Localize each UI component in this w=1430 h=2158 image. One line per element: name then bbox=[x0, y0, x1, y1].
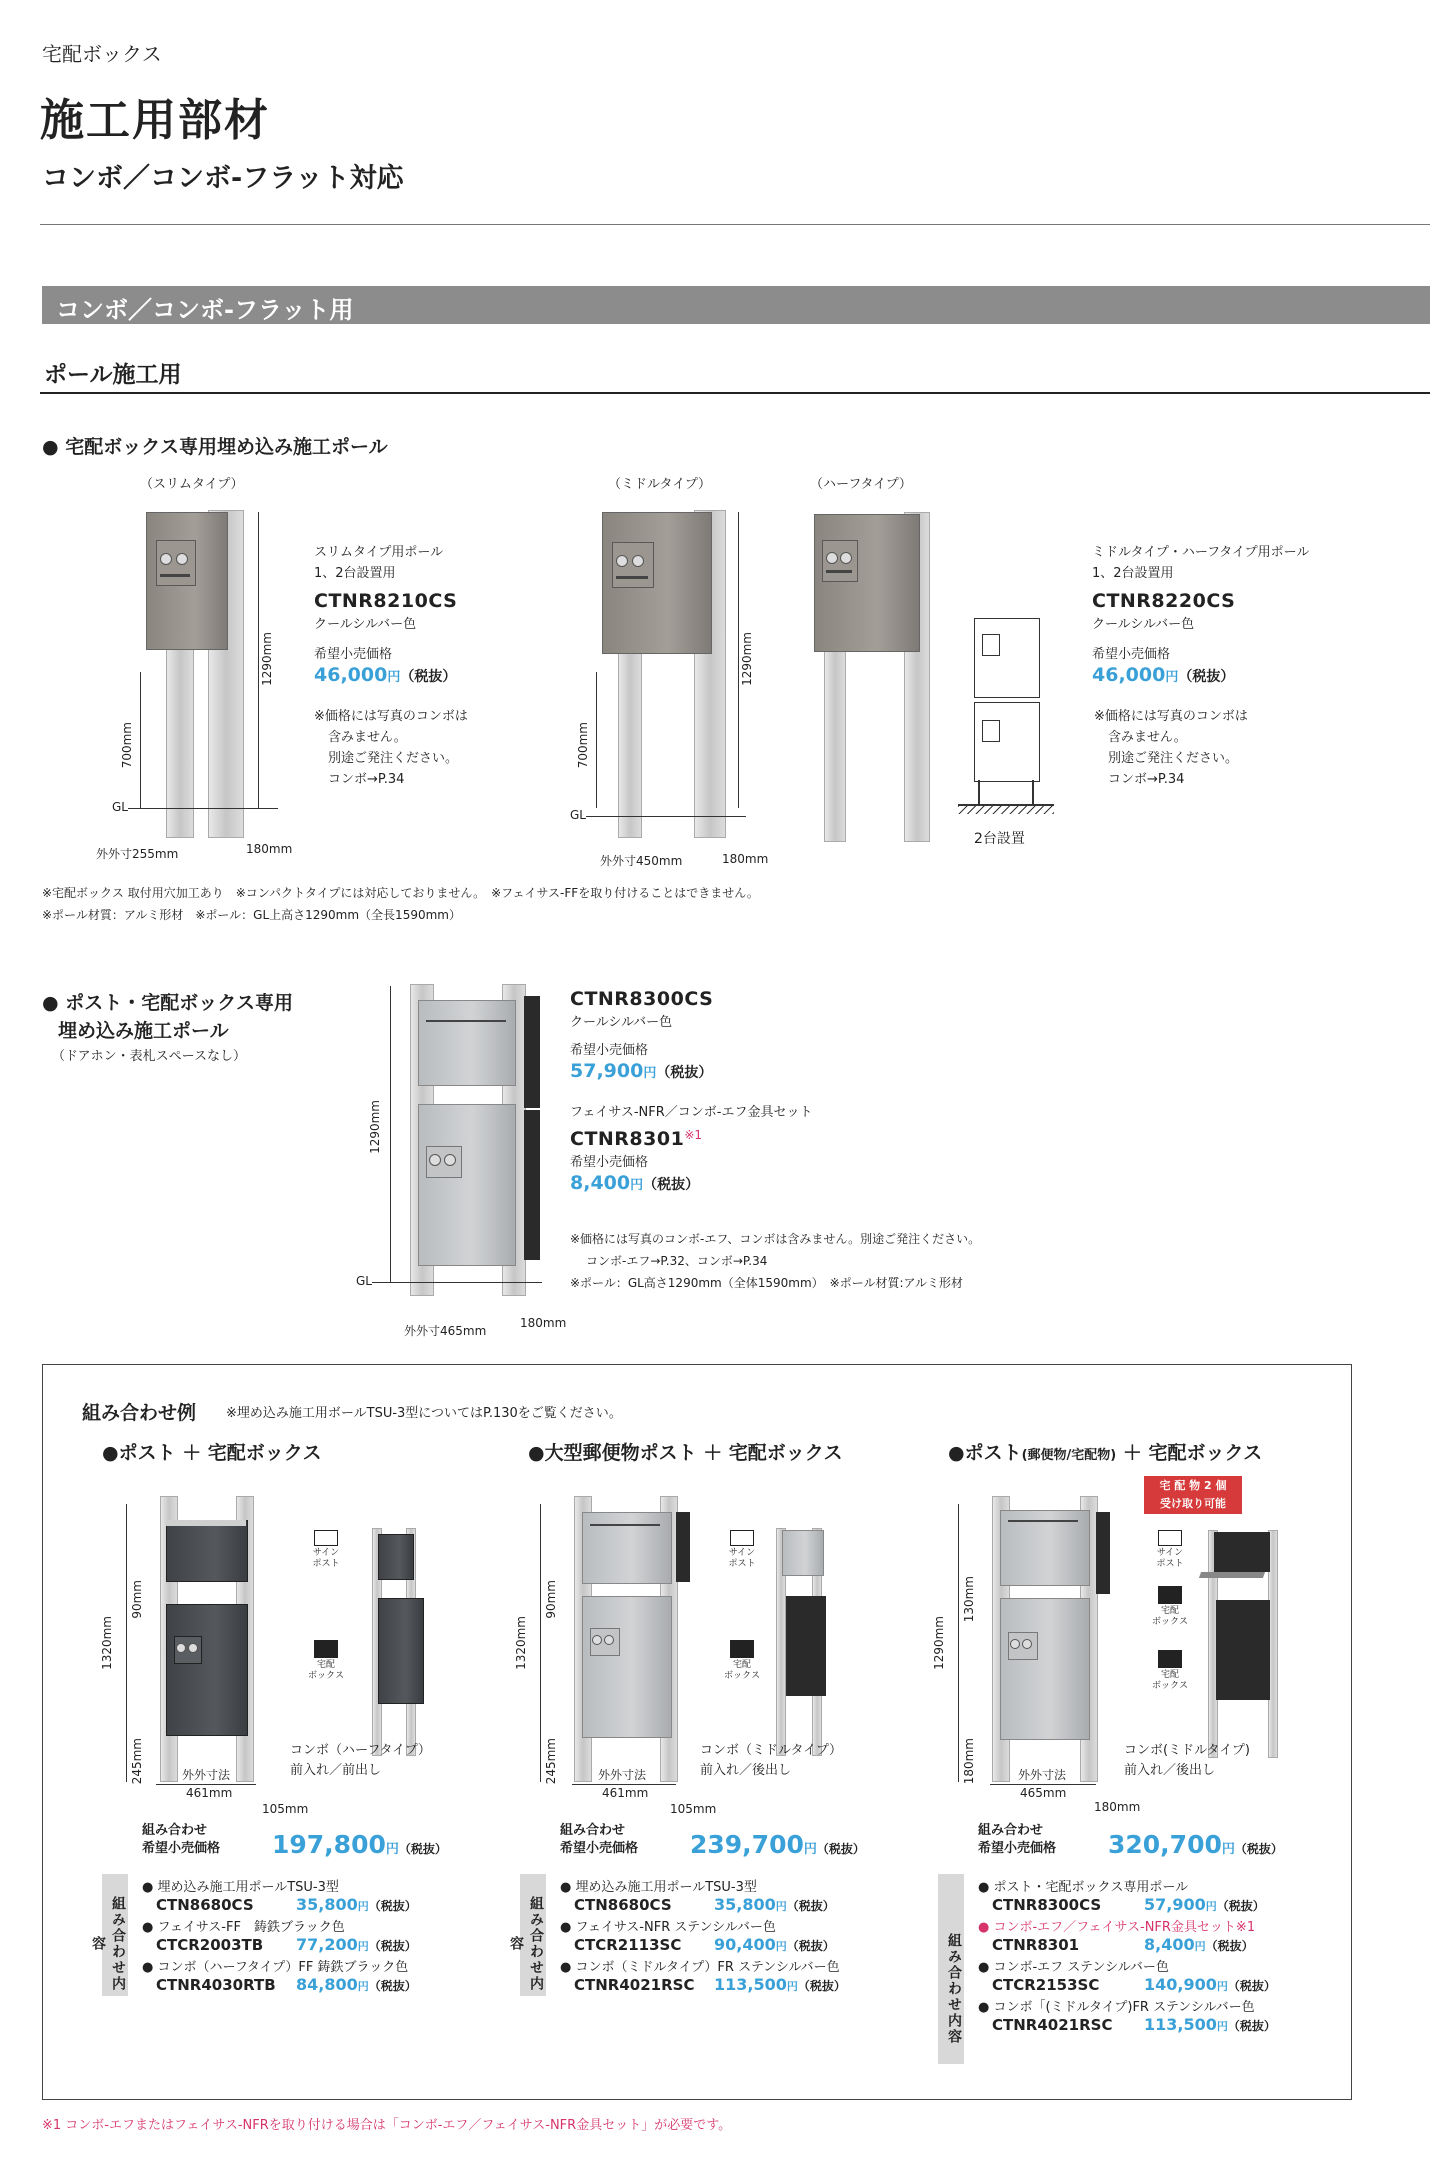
block2-model2-line bbox=[570, 1128, 702, 1150]
c3-total-yen: 円 bbox=[1221, 1842, 1235, 1857]
c2-total-value: 239,700 bbox=[690, 1830, 804, 1859]
block2-dim-180: 180mm bbox=[520, 1316, 567, 1330]
c3-item4 bbox=[978, 1996, 1276, 2015]
prod1-desc2: 1、2台設置用 bbox=[314, 566, 396, 581]
block1-footnote1: ※宅配ボックス 取付用穴加工あり ※コンパクトタイプには対応しておりません。 ※フェイサス-FFを取り付けることはできません。 bbox=[42, 886, 759, 900]
c3-item1-yen: 円 bbox=[1205, 1900, 1217, 1913]
combo-title-note: ※埋め込み施工用ボールTSU-3型についてはP.130をご覧ください。 bbox=[226, 1406, 622, 1421]
c2-item2-line bbox=[560, 1935, 846, 1954]
c2-item3-model: CTNR4021RSC bbox=[574, 1976, 695, 1994]
c1-item1-model: CTN8680CS bbox=[156, 1896, 254, 1914]
c3-sign-post-label: サイン ポスト bbox=[1156, 1548, 1184, 1569]
category-label: 宅配ボックス bbox=[42, 42, 162, 66]
prod2-price-value: 46,000 bbox=[1092, 664, 1166, 686]
c3-sign-post-icon bbox=[1150, 1530, 1190, 1570]
c3-item2-price: 8,400 bbox=[1144, 1935, 1195, 1954]
c3-item4-name: ● コンボ「(ミドルタイプ)FR ステンシルバー色 bbox=[978, 2000, 1255, 2015]
block2-heading3: （ドアホン・表札スペースなし） bbox=[52, 1049, 246, 1064]
c3-item2-line bbox=[978, 1935, 1276, 1954]
type-slim-label: （スリムタイプ） bbox=[140, 477, 244, 492]
c3-dim-180v: 180mm bbox=[962, 1738, 976, 1785]
block1-heading: ● 宅配ボックス専用埋め込み施工ポール bbox=[42, 436, 388, 458]
c3-item3-yen: 円 bbox=[1216, 1980, 1228, 1993]
c1-item2-yen: 円 bbox=[357, 1940, 369, 1953]
c2-item1-name: ● 埋め込み施工用ポールTSU-3型 bbox=[560, 1880, 757, 1895]
block2-model1: CTNR8300CS bbox=[570, 988, 714, 1010]
c1-dim-90: 90mm bbox=[130, 1580, 144, 1619]
c2-heading: ●大型郵便物ポスト ＋ 宅配ボックス bbox=[528, 1442, 843, 1464]
c3-item1-tax: （税抜） bbox=[1216, 1899, 1265, 1913]
c3-heading bbox=[948, 1438, 1262, 1465]
c3-item4-line bbox=[978, 2015, 1276, 2034]
type-half-label: （ハーフタイプ） bbox=[810, 477, 912, 492]
c2-combo-name: コンボ（ミドルタイプ） bbox=[700, 1743, 842, 1758]
c3-dim-130: 130mm bbox=[962, 1576, 976, 1623]
prod1-note3: 別途ご発注ください。 bbox=[328, 751, 459, 766]
c3-item1-price: 57,900 bbox=[1144, 1895, 1206, 1914]
block2-dim-1290: 1290mm bbox=[368, 1100, 382, 1154]
c3-items bbox=[978, 1876, 1276, 2034]
c1-total-yen: 円 bbox=[385, 1842, 399, 1857]
prod2-note4: コンボ→P.34 bbox=[1108, 772, 1185, 787]
c2-dim-1320: 1320mm bbox=[514, 1616, 528, 1670]
c1-item3-tax: （税抜） bbox=[368, 1979, 417, 1993]
c1-outer2: 461mm bbox=[186, 1786, 233, 1800]
prod2-color: クールシルバー色 bbox=[1092, 617, 1195, 632]
prod2-note2: 含みません。 bbox=[1108, 730, 1187, 745]
c3-price-label1: 組み合わせ bbox=[978, 1823, 1044, 1838]
c1-item1-yen: 円 bbox=[357, 1900, 369, 1913]
c1-items bbox=[142, 1876, 417, 1994]
c1-item1-name: ● 埋め込み施工用ポールTSU-3型 bbox=[142, 1880, 339, 1895]
c3-item2-tax: （税抜） bbox=[1205, 1939, 1254, 1953]
c2-item2-name: ● フェイサス-NFR ステンシルバー色 bbox=[560, 1920, 776, 1935]
c1-dim-245: 245mm bbox=[130, 1738, 144, 1785]
prod2-yen: 円 bbox=[1165, 670, 1179, 685]
middle-dim-1290: 1290mm bbox=[740, 632, 754, 686]
c2-item3-tax: （税抜） bbox=[797, 1979, 846, 1993]
block2-price-label1: 希望小売価格 bbox=[570, 1043, 649, 1058]
prod1-desc bbox=[314, 542, 443, 584]
c3-item1-model: CTNR8300CS bbox=[992, 1896, 1102, 1914]
block2-outer-465: 外外寸465mm bbox=[404, 1324, 487, 1338]
prod1-model: CTNR8210CS bbox=[314, 590, 458, 612]
c3-price-label bbox=[978, 1822, 1056, 1858]
c2-items bbox=[560, 1876, 846, 1994]
c3-dim-1290: 1290mm bbox=[932, 1616, 946, 1670]
c3-heading-main: ●ポスト bbox=[948, 1442, 1022, 1464]
prod1-yen: 円 bbox=[387, 670, 401, 685]
c2-item1-model: CTN8680CS bbox=[574, 1896, 672, 1914]
c2-item2-model: CTCR2113SC bbox=[574, 1936, 682, 1954]
prod2-desc bbox=[1092, 542, 1309, 584]
prod1-tax: （税抜） bbox=[400, 669, 457, 685]
page-title: 施工用部材 bbox=[40, 95, 270, 146]
c1-item2-line bbox=[142, 1935, 417, 1954]
c1-price-label2: 希望小売価格 bbox=[142, 1841, 221, 1856]
c1-item2-name: ● フェイサス-FF 鋳鉄ブラック色 bbox=[142, 1920, 345, 1935]
c2-combo-desc: 前入れ／後出し bbox=[700, 1763, 792, 1778]
prod1-price-label: 希望小売価格 bbox=[314, 647, 393, 662]
two-units-label: 2台設置 bbox=[974, 831, 1025, 847]
prod2-tax: （税抜） bbox=[1178, 669, 1235, 685]
block2-yen2: 円 bbox=[630, 1178, 644, 1193]
prod1-note4: コンボ→P.34 bbox=[328, 772, 405, 787]
c2-sign-post-icon bbox=[722, 1530, 762, 1570]
c1-item1-price: 35,800 bbox=[296, 1895, 358, 1914]
c3-item3-line bbox=[978, 1975, 1276, 1994]
c2-delivery-box-label: 宅配 ボックス bbox=[724, 1660, 760, 1681]
c3-heading-small: (郵便物/宅配物) bbox=[1021, 1448, 1117, 1463]
c2-item1-yen: 円 bbox=[775, 1900, 787, 1913]
c2-price-label2: 希望小売価格 bbox=[560, 1841, 639, 1856]
c2-dim-245: 245mm bbox=[544, 1738, 558, 1785]
middle-dim-180: 180mm bbox=[722, 852, 769, 866]
c2-item3-yen: 円 bbox=[786, 1980, 798, 1993]
c3-item4-tax: （税抜） bbox=[1227, 2019, 1276, 2033]
c3-outer2: 465mm bbox=[1020, 1786, 1067, 1800]
c3-delivery-box-label-2: 宅配 ボックス bbox=[1152, 1670, 1188, 1691]
c2-total-yen: 円 bbox=[803, 1842, 817, 1857]
c1-total bbox=[272, 1830, 447, 1859]
block2-price-label2: 希望小売価格 bbox=[570, 1155, 649, 1170]
c1-item3 bbox=[142, 1956, 417, 1975]
c2-item1-price: 35,800 bbox=[714, 1895, 776, 1914]
middle-gl: GL bbox=[570, 808, 586, 822]
prod2-desc1: ミドルタイプ・ハーフタイプ用ポール bbox=[1092, 545, 1310, 560]
block2-price1-value: 57,900 bbox=[570, 1060, 644, 1082]
c2-item3-line bbox=[560, 1975, 846, 1994]
c1-item3-line bbox=[142, 1975, 417, 1994]
prod1-price bbox=[314, 664, 456, 686]
prod2-price-label: 希望小売価格 bbox=[1092, 647, 1171, 662]
c2-item1 bbox=[560, 1876, 846, 1895]
prod2-desc2: 1、2台設置用 bbox=[1092, 566, 1174, 581]
c3-item1-name: ● ポスト・宅配ボックス専用ポール bbox=[978, 1880, 1189, 1895]
c2-item2-tax: （税抜） bbox=[786, 1939, 835, 1953]
prod1-note1: ※価格には写真のコンボは bbox=[314, 709, 468, 724]
c3-total bbox=[1108, 1830, 1283, 1859]
c2-item1-tax: （税抜） bbox=[786, 1899, 835, 1913]
prod2-notes bbox=[1094, 706, 1248, 790]
c1-item3-price: 84,800 bbox=[296, 1975, 358, 1994]
block1-footnote2: ※ポール材質：アルミ形材 ※ポール：GL上高さ1290mm（全長1590mm） bbox=[42, 908, 461, 922]
prod2-note3: 別途ご発注ください。 bbox=[1108, 751, 1239, 766]
slim-gl: GL bbox=[112, 800, 128, 814]
c1-item1 bbox=[142, 1876, 417, 1895]
c1-item2-model: CTCR2003TB bbox=[156, 1936, 264, 1954]
c2-total bbox=[690, 1830, 865, 1859]
c2-item1-line bbox=[560, 1895, 846, 1914]
block2-note2: コンボ-エフ→P.32、コンボ→P.34 bbox=[586, 1254, 768, 1268]
footer-note: ※1 コンボ-エフまたはフェイサス-NFRを取り付ける場合は「コンボ-エフ／フェイサス-NFR金具セット」が必要です。 bbox=[42, 2118, 732, 2133]
c1-total-value: 197,800 bbox=[272, 1830, 386, 1859]
block2-note1: ※価格には写真のコンボ-エフ、コンボは含みません。別途ご発注ください。 bbox=[570, 1232, 981, 1246]
slim-outer-255: 外外寸255mm bbox=[96, 847, 179, 861]
block2-gl: GL bbox=[356, 1274, 372, 1288]
c2-outer1: 外外寸法 bbox=[598, 1768, 647, 1782]
c1-item1-line bbox=[142, 1895, 417, 1914]
c3-combo-name: コンボ(ミドルタイプ) bbox=[1124, 1743, 1250, 1758]
c2-price-label bbox=[560, 1822, 638, 1858]
c3-item2 bbox=[978, 1916, 1276, 1935]
prod1-color: クールシルバー色 bbox=[314, 617, 417, 632]
c3-item3-tax: （税抜） bbox=[1227, 1979, 1276, 1993]
c1-dim-105: 105mm bbox=[262, 1802, 309, 1816]
block2-tax2: （税抜） bbox=[643, 1177, 700, 1193]
c1-outer1: 外外寸法 bbox=[182, 1768, 231, 1782]
c2-dim-90: 90mm bbox=[544, 1580, 558, 1619]
subheading-divider bbox=[40, 392, 1430, 394]
c1-item3-yen: 円 bbox=[357, 1980, 369, 1993]
c2-item2-price: 90,400 bbox=[714, 1935, 776, 1954]
c2-side-label: 組み合わせ内容 bbox=[520, 1874, 546, 1996]
block2-set-name: フェイサス-NFR／コンボ-エフ金具セット bbox=[570, 1105, 813, 1120]
c3-badge bbox=[1144, 1476, 1242, 1514]
slim-dim-700: 700mm bbox=[120, 722, 134, 769]
combo-title: 組み合わせ例 bbox=[82, 1402, 197, 1424]
block2-price2 bbox=[570, 1172, 699, 1194]
c2-price-label1: 組み合わせ bbox=[560, 1823, 626, 1838]
section-band bbox=[42, 286, 1430, 324]
block2-yen1: 円 bbox=[643, 1066, 657, 1081]
c3-item3-model: CTCR2153SC bbox=[992, 1976, 1100, 1994]
prod2-model: CTNR8220CS bbox=[1092, 590, 1236, 612]
type-middle-label: （ミドルタイプ） bbox=[608, 477, 711, 492]
c3-total-value: 320,700 bbox=[1108, 1830, 1222, 1859]
c2-item3 bbox=[560, 1956, 846, 1975]
c1-item1-tax: （税抜） bbox=[368, 1899, 417, 1913]
c2-delivery-box-icon bbox=[722, 1640, 762, 1682]
prod1-price-value: 46,000 bbox=[314, 664, 388, 686]
prod1-notes bbox=[314, 706, 468, 790]
page-subtitle: コンボ／コンボ-フラット対応 bbox=[42, 163, 404, 194]
c2-total-tax: （税抜） bbox=[816, 1842, 865, 1856]
c3-item2-yen: 円 bbox=[1194, 1940, 1206, 1953]
block2-color1: クールシルバー色 bbox=[570, 1015, 673, 1030]
c3-outer1: 外外寸法 bbox=[1018, 1768, 1067, 1782]
block2-heading2: 埋め込み施工ポール bbox=[58, 1020, 229, 1042]
middle-dim-700: 700mm bbox=[576, 722, 590, 769]
prod2-note1: ※価格には写真のコンボは bbox=[1094, 709, 1248, 724]
c1-total-tax: （税抜） bbox=[398, 1842, 447, 1856]
c2-item3-name: ● コンボ（ミドルタイプ）FR ステンシルバー色 bbox=[560, 1960, 840, 1975]
c3-item3-name: ● コンボ-エフ ステンシルバー色 bbox=[978, 1960, 1169, 1975]
c1-sign-post-label: サイン ポスト bbox=[312, 1548, 340, 1569]
section-subheading: ポール施工用 bbox=[44, 362, 182, 388]
c2-sign-post-label: サイン ポスト bbox=[728, 1548, 756, 1569]
c2-outer2: 461mm bbox=[602, 1786, 649, 1800]
prod1-desc1: スリムタイプ用ポール bbox=[314, 545, 444, 560]
c1-item2-price: 77,200 bbox=[296, 1935, 358, 1954]
c3-item3 bbox=[978, 1956, 1276, 1975]
section-band-label: コンボ／コンボ-フラット用 bbox=[56, 296, 354, 324]
c3-badge-line1: 宅 配 物 2 個 bbox=[1159, 1479, 1227, 1492]
c1-heading: ●ポスト ＋ 宅配ボックス bbox=[102, 1442, 322, 1464]
block2-price2-value: 8,400 bbox=[570, 1172, 631, 1194]
c1-item3-model: CTNR4030RTB bbox=[156, 1976, 276, 1994]
c3-item1-line bbox=[978, 1895, 1276, 1914]
c3-heading-tail: ＋ 宅配ボックス bbox=[1116, 1442, 1263, 1464]
block2-model2: CTNR8301 bbox=[570, 1128, 685, 1150]
c2-item3-price: 113,500 bbox=[714, 1975, 787, 1994]
middle-outer-450: 外外寸450mm bbox=[600, 854, 683, 868]
c1-item3-name: ● コンボ（ハーフタイプ）FF 鋳鉄ブラック色 bbox=[142, 1960, 409, 1975]
c3-price-label2: 希望小売価格 bbox=[978, 1841, 1057, 1856]
c1-price-label1: 組み合わせ bbox=[142, 1823, 208, 1838]
c1-price-label bbox=[142, 1822, 220, 1858]
c3-item2-model: CTNR8301 bbox=[992, 1936, 1080, 1954]
header-divider bbox=[40, 224, 1430, 225]
c3-combo-desc: 前入れ／後出し bbox=[1124, 1763, 1216, 1778]
c2-dim-105: 105mm bbox=[670, 1802, 717, 1816]
c3-item4-model: CTNR4021RSC bbox=[992, 2016, 1113, 2034]
slim-dim-1290: 1290mm bbox=[260, 632, 274, 686]
block2-note3: ※ポール：GL高さ1290mm（全体1590mm） ※ポール材質:アルミ形材 bbox=[570, 1276, 964, 1290]
block2-model2-mark: ※1 bbox=[684, 1128, 703, 1142]
c3-item1 bbox=[978, 1876, 1276, 1895]
c3-dim-180: 180mm bbox=[1094, 1800, 1141, 1814]
c3-item3-price: 140,900 bbox=[1144, 1975, 1217, 1994]
c3-badge-line2: 受け取り可能 bbox=[1160, 1497, 1226, 1510]
prod1-note2: 含みません。 bbox=[328, 730, 407, 745]
block2-price1 bbox=[570, 1060, 712, 1082]
c1-combo-name: コンボ（ハーフタイプ） bbox=[290, 1743, 431, 1758]
c3-side-label: 組み合わせ内容 bbox=[938, 1874, 964, 2064]
prod2-price bbox=[1092, 664, 1234, 686]
c3-delivery-box-label-1: 宅配 ボックス bbox=[1152, 1606, 1188, 1627]
c3-total-tax: （税抜） bbox=[1234, 1842, 1283, 1856]
slim-dim-180: 180mm bbox=[246, 842, 293, 856]
c1-combo-desc: 前入れ／前出し bbox=[290, 1763, 382, 1778]
c1-item2 bbox=[142, 1916, 417, 1935]
c2-item2 bbox=[560, 1916, 846, 1935]
c3-delivery-box-icon-2 bbox=[1150, 1650, 1190, 1692]
c3-item4-yen: 円 bbox=[1216, 2020, 1228, 2033]
c1-item2-tax: （税抜） bbox=[368, 1939, 417, 1953]
c1-delivery-box-icon bbox=[306, 1640, 346, 1682]
c3-item2-name: ● コンボ-エフ／フェイサス-NFR金具セット※1 bbox=[978, 1920, 1256, 1935]
c1-side-label: 組み合わせ内容 bbox=[102, 1874, 128, 1996]
block2-tax1: （税抜） bbox=[656, 1065, 713, 1081]
c1-sign-post-icon bbox=[306, 1530, 346, 1570]
c1-delivery-box-label: 宅配 ボックス bbox=[308, 1660, 344, 1681]
c3-delivery-box-icon-1 bbox=[1150, 1586, 1190, 1628]
c2-item2-yen: 円 bbox=[775, 1940, 787, 1953]
c1-dim-1320: 1320mm bbox=[100, 1616, 114, 1670]
c3-item4-price: 113,500 bbox=[1144, 2015, 1217, 2034]
block2-heading1: ● ポスト・宅配ボックス専用 bbox=[42, 992, 294, 1014]
